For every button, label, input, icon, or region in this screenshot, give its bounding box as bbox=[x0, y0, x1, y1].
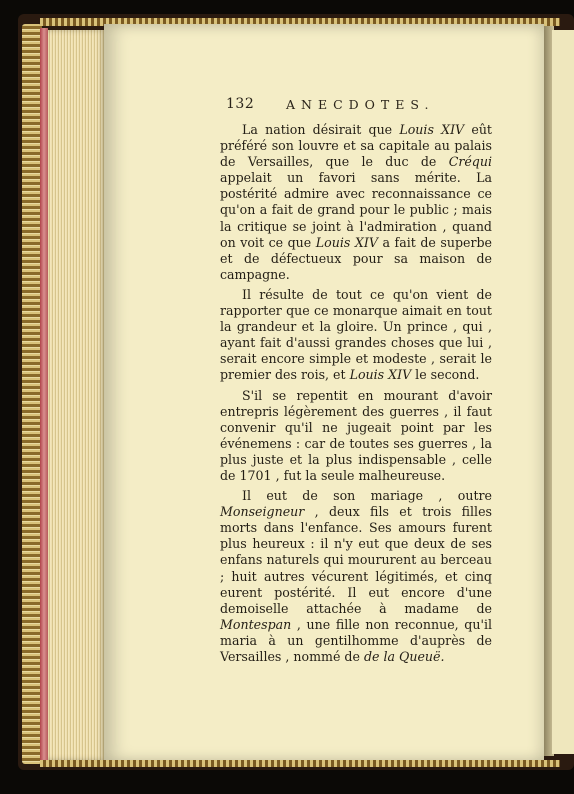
italic-run: Créqui bbox=[448, 154, 492, 170]
running-title: ANECDOTES. bbox=[286, 97, 435, 112]
text-run: La nation désirait que bbox=[242, 122, 400, 137]
book-spine bbox=[22, 24, 42, 764]
text-run: S'il se repentit en mourant d'avoir entrepris légèrement des guerres , il faut convenir qu'il ne jugeait point par les événemens : car de toutes ses guerres , la plus juste et la plus indispensable , celle de 1701 , fut la seule malheureuse. bbox=[220, 387, 492, 483]
italic-run: Monseigneur bbox=[220, 504, 305, 520]
paragraph bbox=[220, 122, 492, 283]
text-run: , une fille non reconnue, qu'il maria à un gentilhomme d'auprès de Versailles , nommé de bbox=[220, 616, 492, 664]
text-run: eût préféré son louvre et sa capitale au palais de Versailles, que le duc de bbox=[220, 122, 492, 170]
paragraph bbox=[220, 388, 492, 485]
text-run: , deux fils et trois filles morts dans l'enfance. Ses amours furent plus heureux : il n'y eut que deux de ses enfans naturels qui moururent au berceau ; huit autres vécurent légitimés, et cinq eurent postérité. Il eut encore d'une demoiselle attachée à madame de bbox=[220, 504, 492, 616]
red-edge bbox=[40, 28, 48, 760]
text-run: Il eut de son mariage , outre bbox=[242, 488, 492, 504]
text-run: le second. bbox=[411, 367, 480, 383]
italic-run: de la Queuë. bbox=[363, 649, 445, 664]
running-head bbox=[226, 96, 526, 118]
paragraph bbox=[220, 488, 492, 665]
text-run: a fait de superbe et de défectueux pour sa maison de campagne. bbox=[220, 234, 493, 282]
body-text bbox=[220, 122, 492, 669]
italic-run: Louis XIV bbox=[349, 367, 412, 383]
page-stack bbox=[48, 30, 106, 760]
facing-page-edge bbox=[552, 30, 574, 754]
italic-run: Louis XIV bbox=[315, 234, 378, 250]
italic-run: Montespan bbox=[220, 616, 292, 632]
text-run: appelait un favori sans mérite. La postérité admire avec reconnaissance ce qu'on a fait de grand pour le public ; mais la critique se joint à l'admiration , quand on voit ce que bbox=[220, 170, 492, 250]
page-number: 132 bbox=[226, 96, 255, 112]
italic-run: Louis XIV bbox=[399, 122, 465, 137]
text-run: Il résulte de tout ce qu'on vient de rapporter que ce monarque aimait en tout la grandeur et la gloire. Un prince , qui , ayant fait d'aussi grandes choses que lui , serait encore simple et modeste , serait le premier des rois, et bbox=[220, 286, 492, 383]
page-edge-bottom bbox=[40, 760, 560, 767]
paragraph bbox=[220, 287, 492, 384]
